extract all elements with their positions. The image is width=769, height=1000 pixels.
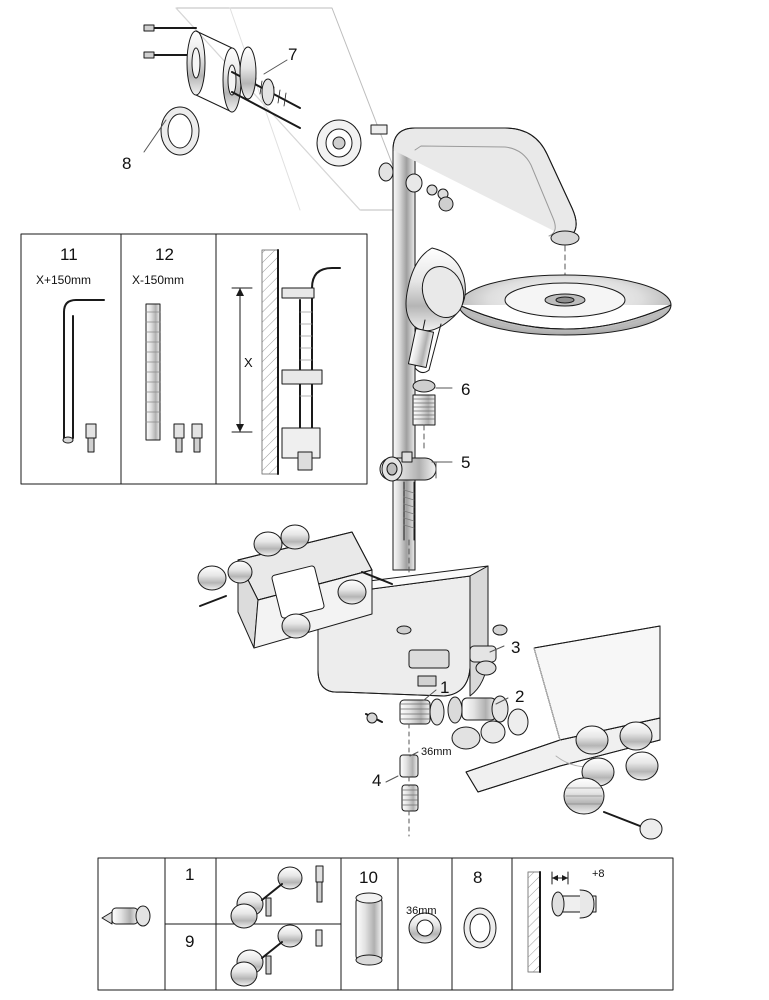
callout-5: 5: [461, 453, 471, 472]
callout-3: 3: [511, 638, 521, 657]
callout-2: 2: [515, 687, 525, 706]
callout-4: 4: [372, 771, 382, 790]
overhead-shower: [459, 275, 671, 335]
callout-6: 6: [461, 380, 471, 399]
callout-8: 8: [122, 154, 132, 173]
callout-1: 1: [440, 678, 450, 697]
bottom-panel-9-number: 9: [185, 932, 195, 951]
variant-panel-box: [21, 234, 367, 484]
callout-7: 7: [288, 45, 298, 64]
panel-11-caption: X+150mm: [36, 273, 92, 287]
dimension-36mm-upper: 36mm: [421, 746, 452, 758]
top-wall-bracket-group: [144, 8, 410, 210]
panel-12-number: 12: [155, 245, 174, 264]
bottom-panel-8-number: 8: [473, 868, 483, 887]
dimension-x: X: [244, 355, 253, 370]
dimension-36mm-lower: 36mm: [406, 905, 437, 917]
gasket-8: [161, 107, 199, 155]
bottom-panel-1-number: 1: [185, 865, 195, 884]
panel-11-number: 11: [60, 245, 78, 264]
dimension-plus8: +8: [592, 868, 605, 880]
panel-12-caption: X-150mm: [132, 273, 185, 287]
bottom-panel-10-number: 10: [359, 868, 378, 887]
